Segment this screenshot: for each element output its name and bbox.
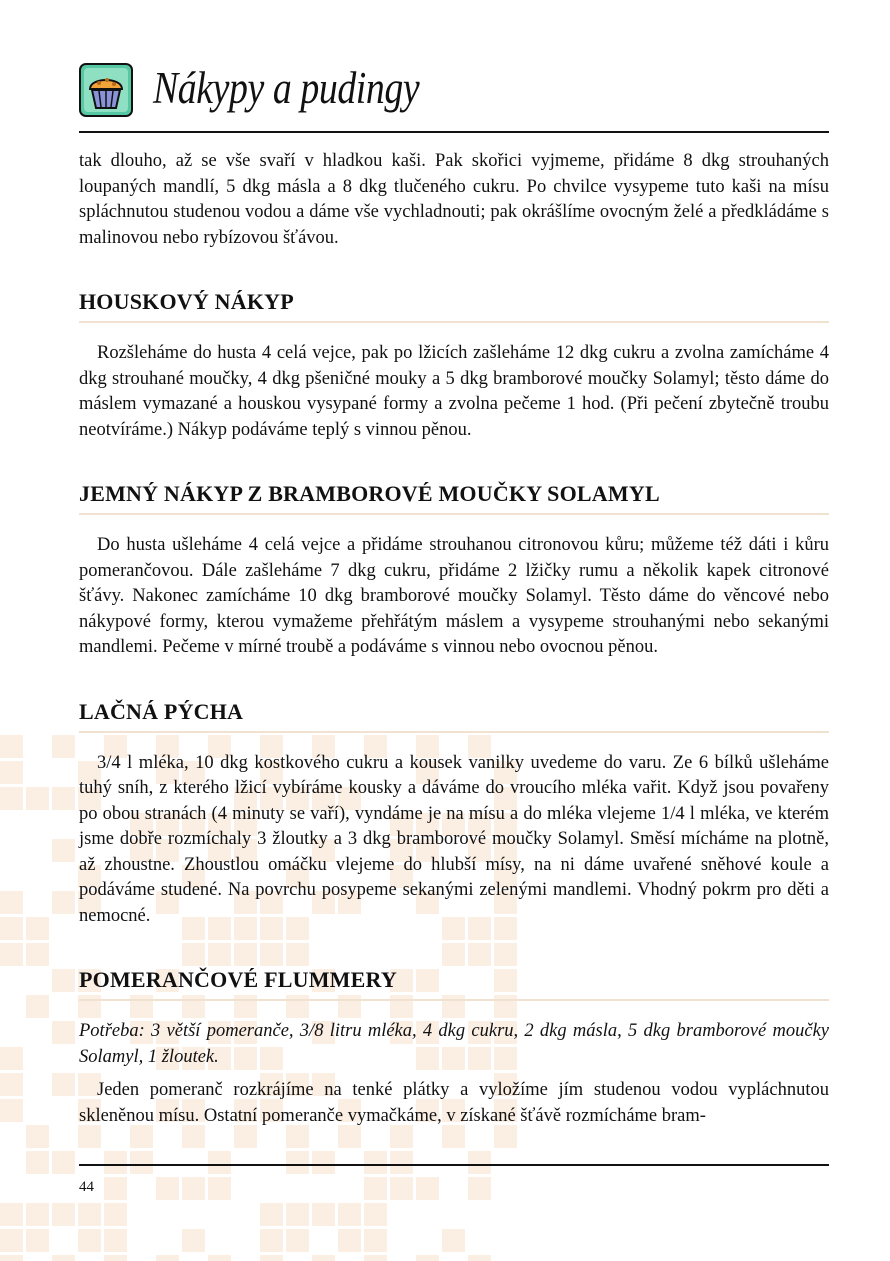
recipe-text: Jeden pomeranč rozkrájíme na tenké plátky a vyložíme jím studenou vodou vypláchnutou skleněnou mísu. Ostatní pomeranče vymačkáme, v získané šťávě rozmícháme bram- (79, 1080, 829, 1126)
recipe-heading: HOUSKOVÝ NÁKYP (79, 289, 829, 323)
muffin-icon (79, 63, 133, 117)
chapter-title: Nákypy a pudingy (153, 63, 420, 113)
header-rule (79, 131, 829, 133)
recipe-text: Rozšleháme do husta 4 celá vejce, pak po lžicích zašleháme 12 dkg cukru a zvolna zamícháme 4 dkg strouhané moučky, 4 dkg pšeničné mouky a 5 dkg bramborové moučky Solamyl; těsto dáme do máslem vymazané a houskou vysypané formy a zvolna pečeme 1 hod. (Při pečení zbytečně troubu neotvíráme.) Nákyp podáváme teplý s vinnou pěnou. (79, 343, 829, 440)
recipe-ingredients: Potřeba: 3 větší pomeranče, 3/8 litru mléka, 4 dkg cukru, 2 dkg másla, 5 dkg bramborové moučky Solamyl, 1 žloutek. (79, 1021, 829, 1067)
recipe-heading: JEMNÝ NÁKYP Z BRAMBOROVÉ MOUČKY SOLAMYL (79, 481, 829, 515)
page-number: 44 (79, 1179, 94, 1195)
content (79, 149, 829, 1129)
recipe-heading: POMERANČOVÉ FLUMMERY (79, 967, 829, 1001)
recipe-text: 3/4 l mléka, 10 dkg kostkového cukru a kousek vanilky uvedeme do varu. Ze 6 bílků ušleháme tuhý sníh, z kterého lžicí vybíráme kousky a dáváme do vroucího mléka vařit. Když jsou povařeny po obou stranách (4 minuty se vaří), vyndáme je na mísu a do mléka vlejeme 1/4 l mléka, ve kterém jsme dobře rozmíchaly 3 žloutky a 3 dkg bramborové moučky Solamyl. Směsí mícháme na plotně, až zhoustne. Zhoustlou omáčku vlejeme do hlubší mísy, na ni dáme uvařené sněhové koule a podáváme studené. Na povrchu posypeme sekanými zelenými mandlemi. Vhodný pokrm pro děti a nemocné. (79, 752, 829, 926)
recipe-section (79, 481, 829, 661)
intro-paragraph: tak dlouho, až se vše svaří v hladkou kaši. Pak skořici vyjmeme, přidáme 8 dkg strouhaných loupaných mandlí, 5 dkg másla a 8 dkg tlučeného cukru. Po chvilce vysypeme tuto kaši na mísu spláchnutou studenou vodou a dáme vše vychladnouti; pak okrášlíme ovocným želé a předkládáme s malinovou nebo rybízovou šťávou. (79, 151, 829, 248)
recipe-section (79, 289, 829, 443)
recipe-text: Do husta ušleháme 4 celá vejce a přidáme strouhanou citronovou kůru; můžeme též dáti i kůru pomerančovou. Dále zašleháme 7 dkg cukru, přidáme 2 lžičky rumu a několik kapek citronové šťávy. Nakonec zamícháme 10 dkg bramborové moučky Solamyl. Těsto dáme do věncové nebo nákypové formy, kterou vymažeme přehřátým máslem a vysypeme strouhanými nebo sekanými mandlemi. Pečeme v mírné troubě a podáváme s vinnou nebo ovocnou pěnou. (79, 535, 829, 657)
recipe-section (79, 699, 829, 930)
recipe-section (79, 967, 829, 1129)
recipe-heading: LAČNÁ PÝCHA (79, 699, 829, 733)
chapter-header (79, 60, 829, 134)
footer-rule (79, 1164, 829, 1166)
